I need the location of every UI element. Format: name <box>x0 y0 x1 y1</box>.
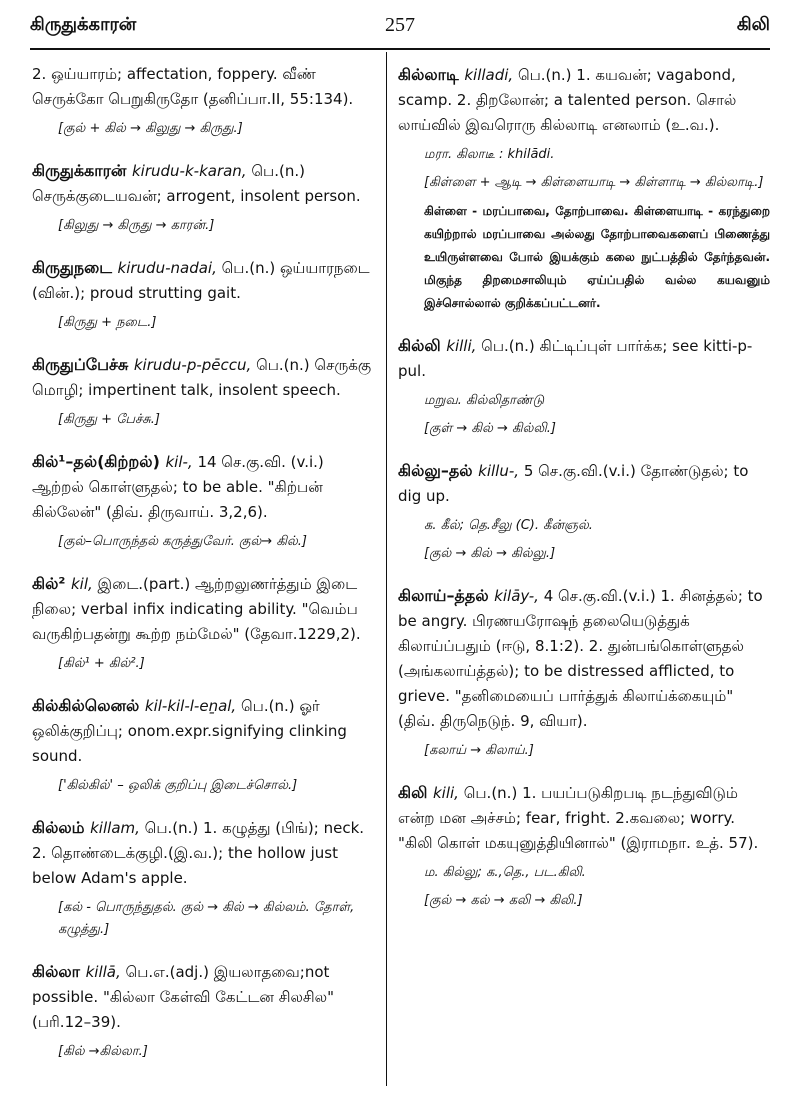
entry-note: கிள்ளை - மரப்பாவை, தோற்பாவை. கிள்ளையாடி - கரந்துறை கயிற்றால் மரப்பாவை அல்லது தோற்பாவைகளைப் பிணைத்து உயிருள்ளவை போல் இயக்கும் கலை நுட்பத்தில் தேர்ந்தவன். மிகுந்த திறமைசாலியும் ஏய்ப்பதில் வல்ல கயவனும் இச்சொல்லால் குறிக்கப்பட்டனர். <box>424 204 770 310</box>
entry-etymology: [கில்¹ + கில்².] <box>58 656 145 671</box>
entry-cognate: க. கீல்; தெ.சீலு (C). கீன்ஞல். <box>424 518 593 533</box>
entry-cognate: மறுவ. கில்லிதாண்டு <box>424 393 545 408</box>
dictionary-entry <box>32 158 376 237</box>
dictionary-entry <box>32 959 376 1063</box>
entry-body: 5 செ.கு.வி.(v.i.) தோண்டுதல்; to dig up. <box>398 462 749 505</box>
entry-body: பெ.(n.) 1. கழுத்து (பிங்); neck. 2. தொண்டைக்குழி.(இ.வ.); the hollow just below Adam's apple. <box>32 819 365 887</box>
entry-transliteration: kilāy-, <box>494 587 544 605</box>
entry-headword: கிலி <box>398 783 433 802</box>
entry-etymology: [குல்–பொருந்தல் கருத்துவேர். குல்→ கில்.] <box>58 534 307 549</box>
entry-body: பெ.(n.) ஒய்யாரநடை (வின்.); proud strutting gait. <box>32 259 370 302</box>
entry-transliteration: kil, <box>70 575 98 593</box>
entry-headword: கில்லி <box>398 336 447 355</box>
entry-headword: கில்கில்லெனல் <box>32 696 145 715</box>
entry-cognate: மரா. கிலாடீ : khilādi. <box>424 147 555 162</box>
entry-etymology: [குல் + கில் → கிலுது → கிருது.] <box>58 121 243 136</box>
entry-body: 4 செ.கு.வி.(v.i.) 1. சினத்தல்; to be angry. பிரணயரோஷந் தலையெடுத்துக் கிலாய்ப்பதும் (ஈடு, 8.1:2). 2. துன்பங்கொள்ளுதல் (அங்கலாய்த்தல்); to be distressed afflicted, to grieve. "தனிமையைப் பார்த்துக் கிலாய்க்கையும்" (திவ். திருநெடுந். 9, வியா). <box>398 587 763 730</box>
column-rule <box>386 52 387 1086</box>
header-rule <box>30 48 770 50</box>
entry-transliteration: kil-, <box>165 453 198 471</box>
header-left-guideword: கிருதுக்காரன் <box>30 14 137 35</box>
left-column <box>32 62 376 1081</box>
entry-headword: கிருதுப்பேச்சு <box>32 355 134 374</box>
entry-headword: கிருதுநடை <box>32 258 118 277</box>
entry-etymology: [கல் - பொருந்துதல். குல் → கில் → கில்லம். தோள், கழுத்து.] <box>58 900 355 937</box>
dictionary-entry <box>32 62 376 140</box>
dictionary-entry <box>398 780 770 912</box>
entry-headword: கில்² <box>32 574 71 593</box>
entry-body: 2. ஒய்யாரம்; affectation, foppery. வீண் செருக்கோ பெறுகிருதோ (தனிப்பா.II, 55:134). <box>32 65 354 108</box>
entry-etymology: [கிருது + நடை.] <box>58 315 157 330</box>
entry-transliteration: kirudu-k-karan, <box>132 162 252 180</box>
entry-body: பெ.(n.) ஓர் ஒலிக்குறிப்பு; onom.expr.signifying clinking sound. <box>32 697 347 765</box>
page-number: 257 <box>385 14 415 36</box>
dictionary-entry <box>32 449 376 553</box>
entry-body: பெ.(n.) 1. கயவன்; vagabond, scamp. 2. திறலோன்; a talented person. சொல் லாய்வில் இவரொரு கில்லாடி எனலாம் (உ.வ.). <box>398 66 737 134</box>
entry-headword: கில்லு–தல் <box>398 461 479 480</box>
entry-body: 14 செ.கு.வி. (v.i.) ஆற்றல் கொள்ளுதல்; to be able. "கிற்பன் கில்லேன்" (திவ். திருவாய். 3,2,6). <box>32 453 324 521</box>
dictionary-entry <box>32 571 376 675</box>
right-column <box>398 62 770 930</box>
entry-transliteration: killam, <box>90 819 145 837</box>
dictionary-entry <box>32 815 376 941</box>
dictionary-entry <box>32 255 376 334</box>
entry-body: இடை.(part.) ஆற்றலுணர்த்தும் இடை நிலை; verbal infix indicating ability. "வெம்ப வருகிற்பதன்று கூற்ற நம்மேல்" (தேவா.1229,2). <box>32 575 361 643</box>
entry-etymology: [குள் → கில் → கில்லி.] <box>424 421 556 436</box>
dictionary-entry <box>398 583 770 762</box>
entry-transliteration: killadi, <box>464 66 518 84</box>
entry-transliteration: kirudu-p-pēccu, <box>133 356 257 374</box>
dictionary-entry <box>398 458 770 565</box>
entry-etymology: [கலாய் → கிலாய்.] <box>424 743 534 758</box>
entry-headword: கில்¹–தல்(கிற்றல்) <box>32 452 166 471</box>
entry-etymology: ['கில்கில்' – ஒலிக் குறிப்பு இடைச்சொல்.] <box>58 778 298 793</box>
entry-body: பெ.(n.) செருக்கு மொழி; impertinent talk, insolent speech. <box>32 356 372 399</box>
entry-body: பெ.எ.(adj.) இயலாதவை;not possible. "கில்லா கேள்வி கேட்டன சிலசில" (பரி.12–39). <box>32 963 334 1031</box>
entry-etymology: [குல் → கில் → கில்லு.] <box>424 546 556 561</box>
entry-transliteration: kirudu-nadai, <box>117 259 222 277</box>
dictionary-entry <box>32 352 376 431</box>
entry-transliteration: kil-kil-l-eṉal, <box>144 697 241 715</box>
entry-body: பெ.(n.) 1. பயப்படுகிறபடி நடந்துவிடும் என்ற மன அச்சம்; fear, fright. 2.கவலை; worry. "கிலி கொள் மகயுனுத்தியினால்" (இராமநா. உத். 57). <box>398 784 759 852</box>
dictionary-entry <box>398 333 770 440</box>
entry-etymology: [கிள்ளை + ஆடி → கிள்ளையாடி → கிள்ளாடி → கில்லாடி.] <box>424 175 764 190</box>
header-right-guideword: கிலி <box>736 14 770 35</box>
entry-headword: கில்லம் <box>32 818 91 837</box>
entry-transliteration: killu-, <box>478 462 524 480</box>
entry-headword: கிலாய்–த்தல் <box>398 586 495 605</box>
entry-transliteration: killi, <box>446 337 482 355</box>
entry-etymology: [கிருது + பேச்சு.] <box>58 412 160 427</box>
page-header <box>30 14 770 48</box>
entry-headword: கிருதுக்காரன் <box>32 161 132 180</box>
entry-etymology: [குல் → கல் → கலி → கிலி.] <box>424 893 583 908</box>
entry-etymology: [கில் →கில்லா.] <box>58 1044 148 1059</box>
dictionary-entry <box>398 62 770 315</box>
entry-transliteration: kili, <box>432 784 464 802</box>
entry-transliteration: killā, <box>85 963 126 981</box>
entry-body: பெ.(n.) கிட்டிப்புள் பார்க்க; see kitti-p-pul. <box>398 337 753 380</box>
entry-etymology: [கிலுது → கிருது → காரன்.] <box>58 218 215 233</box>
entry-headword: கில்லா <box>32 962 86 981</box>
entry-headword: கில்லாடி <box>398 65 465 84</box>
entry-body: பெ.(n.) செருக்குடையவன்; arrogent, insolent person. <box>32 162 361 205</box>
entry-cognate: ம. கில்லு; க.,தெ., பட.கிலி. <box>424 865 586 880</box>
dictionary-entry <box>32 693 376 797</box>
